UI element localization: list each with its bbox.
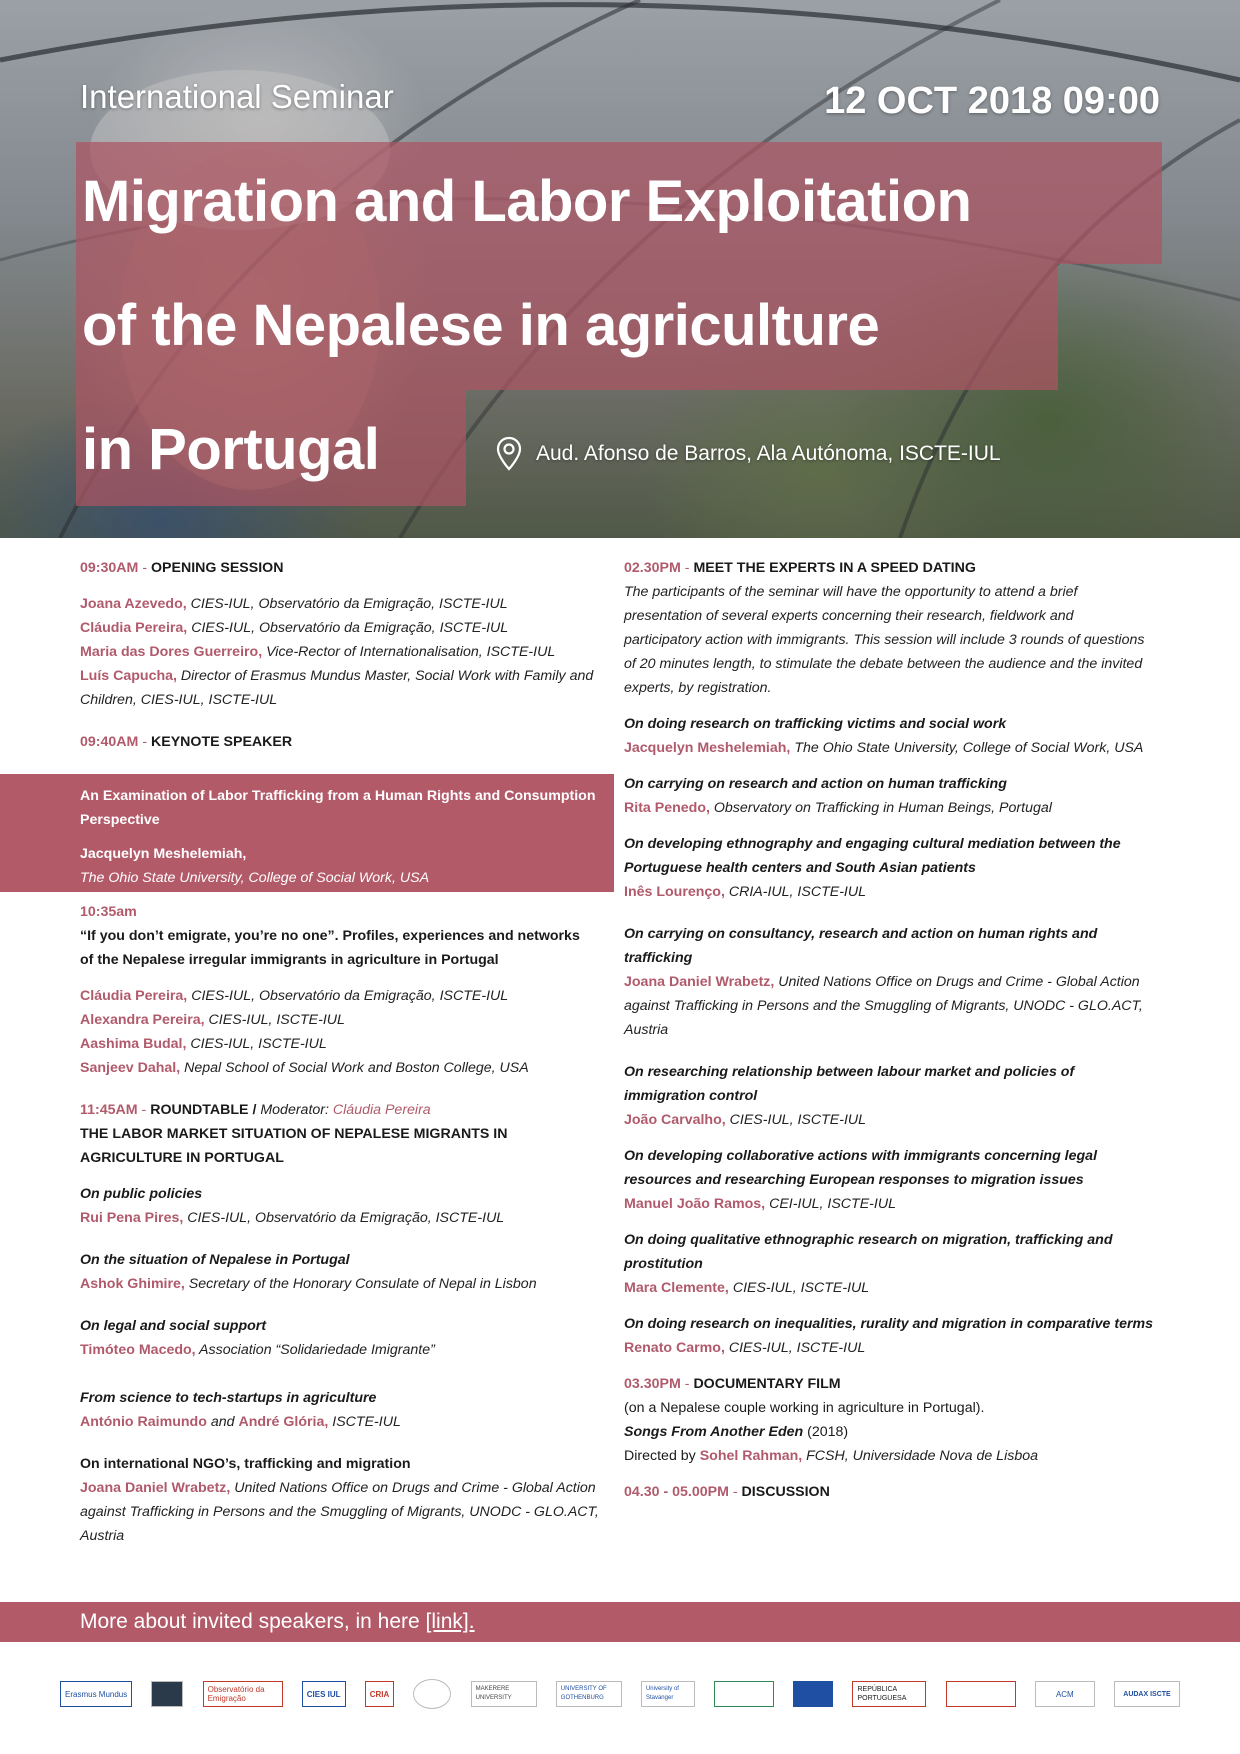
speaker-line: Timóteo Macedo, Association “Solidariedade Imigrante” <box>80 1342 435 1358</box>
speaker-line: Cláudia Pereira, CIES-IUL, Observatório da Emigração, ISCTE-IUL <box>80 620 509 636</box>
roundtable-topic: On the situation of Nepalese in Portugal <box>80 1252 350 1268</box>
keynote-speaker-affiliation: The Ohio State University, College of Social Work, USA <box>80 870 430 886</box>
event-kicker: International Seminar <box>80 78 394 115</box>
keynote-heading: 09:40AM - KEYNOTE SPEAKER <box>80 734 293 750</box>
speaker-line: Luís Capucha, Director of Erasmus Mundus Master, Social Work with Family and Children, CIES-IUL, ISCTE-IUL <box>80 668 594 708</box>
cria-logo: CRIA <box>365 1679 395 1709</box>
event-title-line-3: in Portugal <box>82 417 380 482</box>
acm-logo: ACM <box>1035 1679 1095 1709</box>
film-note: (on a Nepalese couple working in agriculture in Portugal). <box>624 1400 985 1416</box>
partner-logo <box>151 1679 183 1709</box>
keynote-talk-title: An Examination of Labor Trafficking from a Human Rights and Consumption Perspective <box>80 788 596 828</box>
keynote-box <box>0 774 614 892</box>
cies-iul-logo: CIES IUL <box>302 1679 346 1709</box>
venue-text: Aud. Afonso de Barros, Ala Autónoma, ISCTE-IUL <box>536 442 1001 465</box>
discussion-heading: 04.30 - 05.00PM - DISCUSSION <box>624 1484 830 1500</box>
speed-dating-description: The participants of the seminar will have the opportunity to attend a brief presentation of several experts concerning their research, fieldwork and participatory action with immigrants. This session will include 3 rounds of questions of 20 minutes length, to stimulate the debate between the audience and the invited experts, by registration. <box>624 584 1145 696</box>
session-1035-title-2: of the Nepalese irregular immigrants in agriculture in Portugal <box>80 952 499 968</box>
event-title-line-1: Migration and Labor Exploitation <box>82 169 972 234</box>
republica-portuguesa-logo: REPÚBLICA PORTUGUESA <box>852 1679 926 1709</box>
expert-topic: On carrying on research and action on human trafficking <box>624 776 1007 792</box>
speaker-line: Aashima Budal, CIES-IUL, ISCTE-IUL <box>80 1036 327 1052</box>
partner-logos <box>60 1672 1180 1716</box>
event-venue <box>496 436 1001 472</box>
speaker-line: Rita Penedo, Observatory on Trafficking in Human Beings, Portugal <box>624 800 1052 816</box>
speaker-line: Mara Clemente, CIES-IUL, ISCTE-IUL <box>624 1280 870 1296</box>
opening-session-heading: 09:30AM - OPENING SESSION <box>80 560 284 576</box>
expert-topic: On carrying on consultancy, research and action on human rights and trafficking <box>624 926 1098 966</box>
roundtable-topic: On legal and social support <box>80 1318 267 1334</box>
erasmus-mundus-logo: Erasmus Mundus <box>60 1679 132 1709</box>
speaker-line: Manuel João Ramos, CEI-IUL, ISCTE-IUL <box>624 1196 896 1212</box>
speaker-line: Joana Daniel Wrabetz, United Nations Office on Drugs and Crime - Global Action against Trafficking in Persons and the Smuggling of Migrants, UNODC - GLO.ACT, Austria <box>80 1480 599 1544</box>
expert-topic: On doing research on trafficking victims and social work <box>624 716 1007 732</box>
footer-bar <box>0 1602 1240 1642</box>
expert-topic: On developing ethnography and engaging cultural mediation between the Portuguese health centers and South Asian patients <box>624 836 1121 876</box>
partner-logo <box>946 1679 1016 1709</box>
partner-logo <box>714 1679 774 1709</box>
film-heading: 03.30PM - DOCUMENTARY FILM <box>624 1376 841 1392</box>
seal-logo <box>413 1679 451 1709</box>
roundtable-topic: From science to tech-startups in agriculture <box>80 1390 377 1406</box>
speaker-line: Sanjeev Dahal, Nepal School of Social Work and Boston College, USA <box>80 1060 529 1076</box>
university-of-stavanger-logo: University of Stavanger <box>641 1679 695 1709</box>
speaker-line: Joana Azevedo, CIES-IUL, Observatório da Emigração, ISCTE-IUL <box>80 596 508 612</box>
footer-text: More about invited speakers, in here <box>80 1610 426 1633</box>
makerere-university-logo: MAKERERE UNIVERSITY <box>471 1679 537 1709</box>
expert-topic: On researching relationship between labour market and policies of immigration control <box>624 1064 1075 1104</box>
speaker-line: Renato Carmo, CIES-IUL, ISCTE-IUL <box>624 1340 866 1356</box>
event-title-line-2: of the Nepalese in agriculture <box>82 293 880 358</box>
program-left-column <box>80 556 610 1548</box>
speakers-link[interactable]: [link]. <box>425 1610 475 1633</box>
expert-topic: On doing qualitative ethnographic research on migration, trafficking and prostitution <box>624 1232 1113 1272</box>
program-right-column <box>624 556 1154 1504</box>
location-pin-icon <box>496 436 522 472</box>
university-of-gothenburg-logo: UNIVERSITY OF GOTHENBURG <box>556 1679 622 1709</box>
speaker-line: Rui Pena Pires, CIES-IUL, Observatório da Emigração, ISCTE-IUL <box>80 1210 505 1226</box>
event-datetime: 12 OCT 2018 09:00 <box>824 80 1160 122</box>
observatorio-emigracao-logo: Observatório da Emigração <box>203 1679 283 1709</box>
session-1035-time: 10:35am <box>80 904 137 920</box>
speaker-line: Ashok Ghimire, Secretary of the Honorary Consulate of Nepal in Lisbon <box>80 1276 537 1292</box>
speaker-line: Cláudia Pereira, CIES-IUL, Observatório da Emigração, ISCTE-IUL <box>80 988 509 1004</box>
film-director: Directed by Sohel Rahman, FCSH, Universidade Nova de Lisboa <box>624 1448 1038 1464</box>
expert-topic: On doing research on inequalities, rurality and migration in comparative terms <box>624 1316 1154 1332</box>
eu-flag-logo <box>793 1679 833 1709</box>
expert-topic: On developing collaborative actions with immigrants concerning legal resources and researching European responses to migration issues <box>624 1148 1098 1188</box>
speaker-line: Alexandra Pereira, CIES-IUL, ISCTE-IUL <box>80 1012 345 1028</box>
speaker-line: João Carvalho, CIES-IUL, ISCTE-IUL <box>624 1112 867 1128</box>
keynote-speaker-name: Jacquelyn Meshelemiah, <box>80 846 247 862</box>
roundtable-topic: On international NGO’s, trafficking and migration <box>80 1456 411 1472</box>
session-1035-title-1: “If you don’t emigrate, you’re no one”. Profiles, experiences and networks <box>80 928 580 944</box>
speaker-line: Joana Daniel Wrabetz, United Nations Office on Drugs and Crime - Global Action against Trafficking in Persons and the Smuggling of Migrants, UNODC - GLO.ACT, Austria <box>624 974 1143 1038</box>
roundtable-subtitle: THE LABOR MARKET SITUATION OF NEPALESE MIGRANTS IN AGRICULTURE IN PORTUGAL <box>80 1126 508 1166</box>
speaker-line: Jacquelyn Meshelemiah, The Ohio State University, College of Social Work, USA <box>624 740 1144 756</box>
speaker-line: António Raimundo and André Glória, ISCTE-IUL <box>80 1414 401 1430</box>
hero-banner <box>0 0 1240 538</box>
audax-iscte-logo: AUDAX ISCTE <box>1114 1679 1180 1709</box>
speaker-line: Maria das Dores Guerreiro, Vice-Rector of Internationalisation, ISCTE-IUL <box>80 644 556 660</box>
speed-dating-heading: 02.30PM - MEET THE EXPERTS IN A SPEED DATING <box>624 560 976 576</box>
speaker-line: Inês Lourenço, CRIA-IUL, ISCTE-IUL <box>624 884 867 900</box>
roundtable-heading: 11:45AM - ROUNDTABLE / Moderator: Cláudia Pereira <box>80 1102 431 1118</box>
roundtable-topic: On public policies <box>80 1186 203 1202</box>
film-title: Songs From Another Eden (2018) <box>624 1424 849 1440</box>
